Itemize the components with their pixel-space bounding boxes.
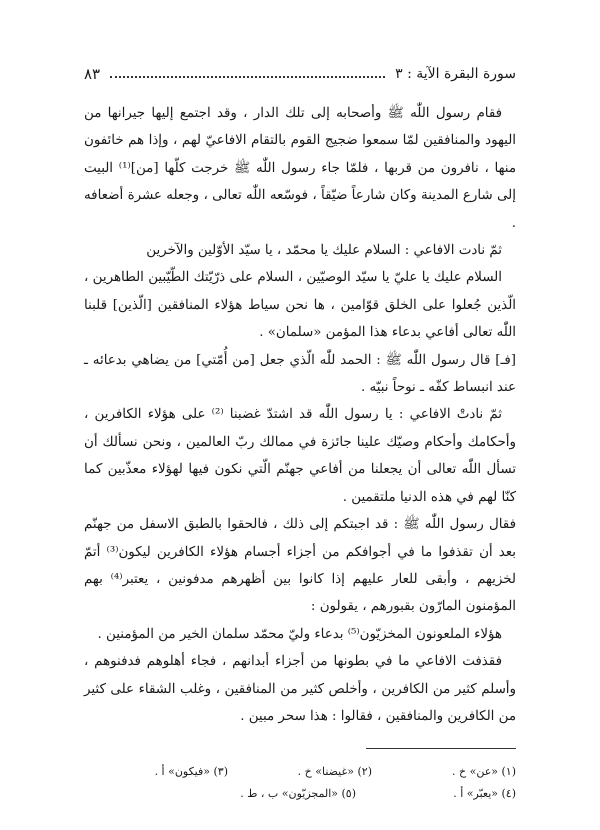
page-header: [84, 62, 516, 86]
footnote: (٤) «يعبّر» أ .: [453, 786, 516, 800]
paragraph: فقام رسول اللّٰه ﷺ وأصحابه إلى تلك الدار ، وقد اجتمع إليها جيرانها من اليهود والمنافقين لمّا سمعوا ضجيج القوم بالتقام الافاعيّ لهم ، وإذا هم خائفون منها ، نافرون من قربها ، فلمّا جاء رسول اللّٰه ﷺ خرجت كلّها [من]⁽¹⁾ البيت إلى شارع المدينة وكان شارعاً ضيّقاً ، فوسّعه اللّٰه تعالى ، وجعله عشرة أضعافه .: [84, 106, 517, 231]
footnotes: [84, 760, 516, 804]
paragraph: هؤلاء الملعونون المخزيّون⁽⁵⁾ بدعاء وليّ محمّد سلمان الخير من المؤمنين .: [97, 626, 502, 642]
running-title: سورة البقرة الآية : ٣: [395, 66, 516, 82]
body-text: [84, 100, 516, 730]
paragraph: فقذفت الافاعي ما في بطونها من أجزاء أبدانهم ، فجاء أهلوهم فدفنوهم ، وأسلم كثير من الكافرين ، وأخلص كثير من المنافقين ، وغلب الشقاء على كثير من الكافرين والمنافقين ، فقالوا : هذا سحر مبين .: [84, 654, 516, 724]
footnote-divider: [366, 748, 516, 749]
paragraph: فقال رسول اللّٰه ﷺ : قد اجبتكم إلى ذلك ، فالحقوا بالطبق الاسفل من جهنّم بعد أن تقذفوا ما في أجوافكم من أجزاء أجسام هؤلاء الكافرين ليكون⁽³⁾ أتمّ لخزيهم ، وأبقى للعار عليهم إذا كانوا بين أظهرهم مدفونين ، يعتبر⁽⁴⁾ بهم المؤمنون المارّون بقبورهم ، يقولون :: [84, 517, 517, 615]
footnote: (١) «عن» خ .: [452, 764, 516, 778]
paragraph: ثمّ نادتْ الافاعي : يا رسول اللّٰه قد اشتدّ غضبنا ⁽²⁾ على هؤلاء الكافرين ، وأحكامك وأحكام وصيّك علينا جائزة في ممالك ربّ العالمين ، ونحن نسألك أن تسأل اللّٰه تعالى أن يجعلنا من أفاعي جهنّم الّتي نكون فيها لهؤلاء معذّبين كما كنّا لهم في هذه الدنيا ملتقمين .: [84, 407, 516, 505]
footnote: (٥) «المجزيّون» ب ، ط .: [240, 786, 356, 800]
page-number: ٨٣: [84, 65, 101, 83]
paragraph: [فـ] قال رسول اللّٰه ﷺ : الحمد للّٰه الّذي جعل [من أُمّتي] من يضاهي بدعائه ـ عند انبساط كفّه ـ نوحاً نبيّه .: [84, 352, 516, 396]
footnote-row: [84, 782, 516, 804]
footnote-row: [84, 760, 516, 782]
paragraph: السلام عليك يا عليّ يا سيّد الوصيّين ، السلام على ذرّيّتك الطّيّبين الطاهرين ، الّذين جُعلوا على الخلق قوّامين ، ها نحن سياط هؤلاء المنافقين [الّذين] قلبنا اللّٰه تعالى أفاعي بدعاء هذا المؤمن «سلمان» .: [84, 270, 516, 341]
footnote: (٣) «فيكون» أ .: [154, 764, 228, 778]
footnote: (٢) «غيضنا» خ .: [297, 764, 372, 778]
paragraph: ثمّ نادت الافاعي : السلام عليك يا محمّد ، يا سيّد الأوّلين والآخرين: [146, 243, 502, 259]
header-dotted-rule: [110, 76, 385, 78]
